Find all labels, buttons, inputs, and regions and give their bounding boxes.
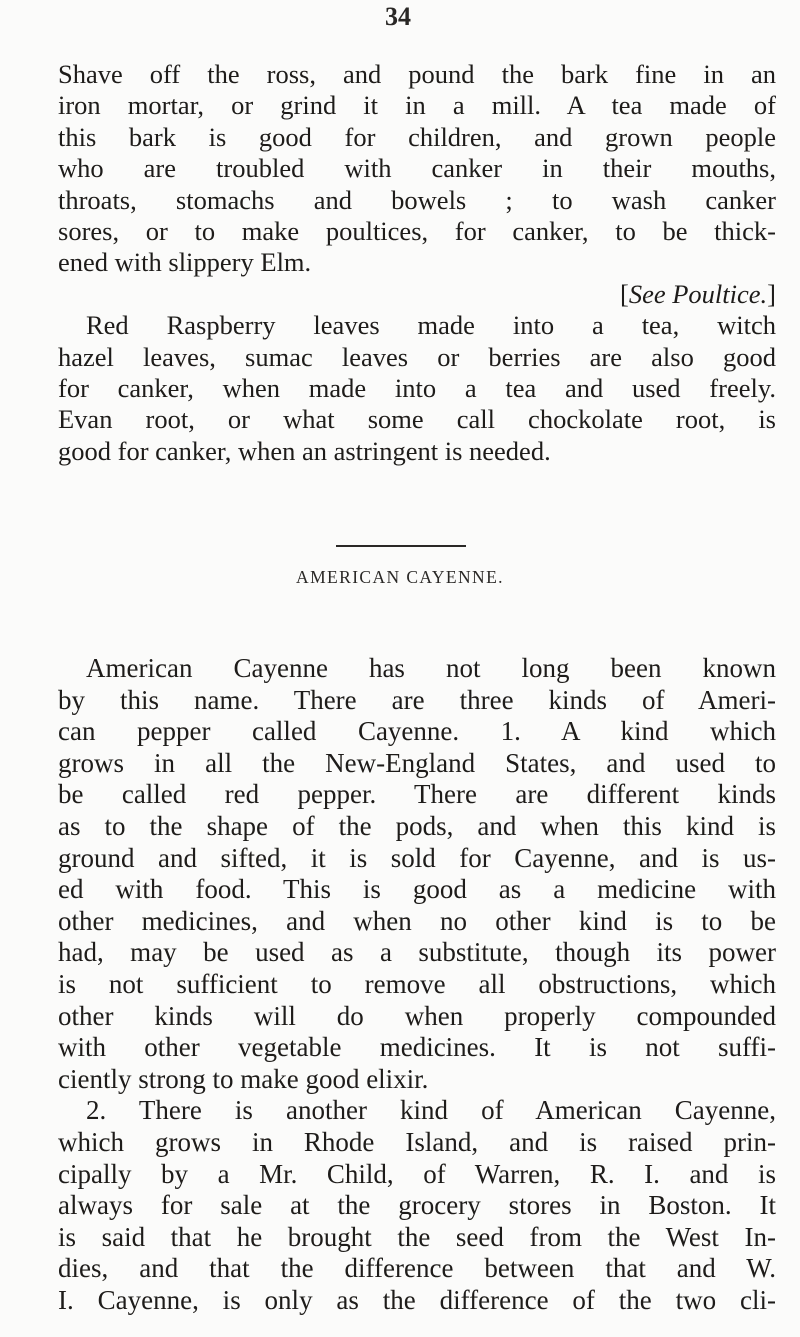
text-line: for canker, when made into a tea and used freely. xyxy=(58,373,776,404)
text-line: be called red pepper. There are different kinds xyxy=(58,779,776,810)
text-line: Shave off the ross, and pound the bark fine in an xyxy=(58,59,776,89)
text-line: by this name. There are three kinds of Ameri- xyxy=(58,684,776,715)
text-line: Red Raspberry leaves made into a tea, witch xyxy=(86,310,776,341)
text-line: who are troubled with canker in their mouths, xyxy=(58,153,776,184)
text-line: dies, and that the difference between that and W. xyxy=(58,1253,776,1284)
text-line: is said that he brought the seed from the West In- xyxy=(58,1221,776,1252)
paragraph-rhode-island-cayenne xyxy=(58,1095,776,1316)
text-line: other medicines, and when no other kind is to be xyxy=(58,905,776,936)
text-line: throats, stomachs and bowels ; to wash canker xyxy=(58,184,776,215)
text-line: 2. There is another kind of American Cayenne, xyxy=(86,1095,776,1126)
page-number: 34 xyxy=(385,2,411,31)
lower-text-block xyxy=(58,653,776,1316)
text-line: ciently strong to make good elixir. xyxy=(58,1063,429,1094)
open-bracket: [ xyxy=(620,278,629,309)
text-line: good for canker, when an astringent is needed. xyxy=(58,435,551,466)
text-line: can pepper called Cayenne. 1. A kind which xyxy=(58,716,776,747)
text-line: ened with slippery Elm. xyxy=(58,247,312,278)
text-line: cipally by a Mr. Child, of Warren, R. I. and is xyxy=(58,1158,776,1189)
upper-text-block xyxy=(58,59,776,467)
text-line: ground and sifted, it is sold for Cayenne, and is us- xyxy=(58,842,776,873)
text-line: I. Cayenne, is only as the difference of the two cli- xyxy=(58,1284,776,1315)
text-line: hazel leaves, sumac leaves or berries are also good xyxy=(58,341,776,372)
paragraph-shave-bark xyxy=(58,59,776,279)
text-line: always for sale at the grocery stores in Boston. It xyxy=(58,1190,776,1221)
text-line: ed with food. This is good as a medicine with xyxy=(58,874,776,905)
text-line: American Cayenne has not long been known xyxy=(86,653,776,683)
text-line: as to the shape of the pods, and when this kind is xyxy=(58,810,776,841)
text-line: with other vegetable medicines. It is not suffi- xyxy=(58,1032,776,1063)
text-line: is not sufficient to remove all obstructions, which xyxy=(58,968,776,999)
see-poultice-reference xyxy=(58,279,776,310)
text-line: sores, or to make poultices, for canker, to be thick- xyxy=(58,216,776,247)
paragraph-american-cayenne xyxy=(58,653,776,1095)
text-line: which grows in Rhode Island, and is raised prin- xyxy=(58,1126,776,1157)
text-line: had, may be used as a substitute, though its power xyxy=(58,937,776,968)
text-line: Evan root, or what some call chockolate root, is xyxy=(58,404,776,435)
text-line: this bark is good for children, and grown people xyxy=(58,121,776,152)
text-line: grows in all the New-England States, and used to xyxy=(58,747,776,778)
text-line: iron mortar, or grind it in a mill. A tea made of xyxy=(58,90,776,121)
reference-text: See Poultice. xyxy=(628,278,768,309)
close-bracket: ] xyxy=(767,278,776,309)
section-divider xyxy=(336,545,466,547)
section-heading: AMERICAN CAYENNE. xyxy=(296,567,504,587)
paragraph-red-raspberry xyxy=(58,310,776,467)
text-line: other kinds will do when properly compounded xyxy=(58,1000,776,1031)
